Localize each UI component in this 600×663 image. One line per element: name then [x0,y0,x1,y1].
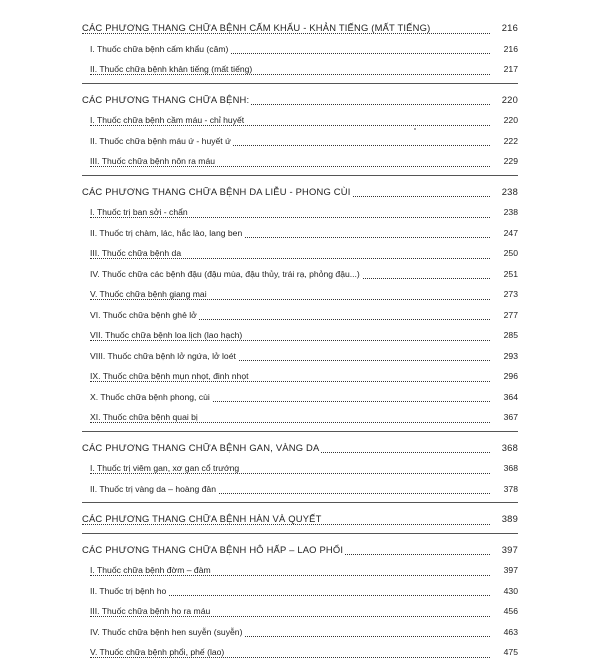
toc-page-number: 397 [502,560,518,581]
toc-page-number: 277 [502,305,518,326]
toc-page-number: 216 [500,18,518,39]
toc-page-number: 364 [502,387,518,408]
toc-entry-title: XI. Thuốc chữa bệnh quai bị [90,412,198,422]
toc-section-entry [82,18,518,39]
toc-subsection-entry [90,305,518,326]
toc-section-entry [82,438,518,459]
toc-section-entry [82,540,518,561]
table-of-contents [0,18,600,663]
toc-page-number: 220 [500,90,518,111]
toc-page-number: 222 [502,131,518,152]
toc-subsection-entry [90,243,518,264]
section-divider [82,83,518,84]
toc-page-number: 229 [502,151,518,172]
toc-entry-title: CÁC PHƯƠNG THANG CHỮA BỆNH GAN, VÀNG DA [82,441,320,453]
toc-subsection-entry [90,131,518,152]
toc-page-number: 247 [502,223,518,244]
toc-page-number: 238 [500,182,518,203]
toc-page-number: 367 [502,407,518,428]
toc-entry-title: I. Thuốc chữa bệnh đờm – đàm [90,565,211,575]
toc-entry-title: II. Thuốc trị bệnh ho [90,585,167,596]
toc-page-number: 378 [502,479,518,500]
toc-subsection-entry [90,223,518,244]
toc-entry-title: VI. Thuốc chữa bệnh ghẻ lở [90,309,197,320]
toc-entry-title: II. Thuốc trị vàng da – hoàng đản [90,483,216,494]
toc-subsection-entry [90,581,518,602]
toc-page-number: 216 [502,39,518,60]
toc-page-number: 475 [502,642,518,663]
toc-entry-title: III. Thuốc chữa bệnh da [90,248,182,258]
toc-page-number: 463 [502,622,518,643]
toc-subsection-entry [90,479,518,500]
toc-page-number: 368 [500,438,518,459]
toc-page-number: 217 [502,59,518,80]
toc-page-number: 389 [500,509,518,530]
toc-entry-title: I. Thuốc chữa bệnh cấm khẩu (câm) [90,43,229,54]
toc-page-number: 250 [502,243,518,264]
toc-subsection-entry [90,622,518,643]
section-divider [82,502,518,503]
toc-entry-title: CÁC PHƯƠNG THANG CHỮA BỆNH: [82,93,250,105]
toc-page-number: 368 [502,458,518,479]
toc-entry-title: IV. Thuốc chữa các bệnh đậu (đậu mùa, đậu thủy, trái rạ, phỏng đậu...) [90,268,360,279]
toc-page-number: 397 [500,540,518,561]
toc-entry-title: V. Thuốc chữa bệnh phổi, phế (lao) [90,647,225,657]
toc-entry-title: IV. Thuốc chữa bệnh hen suyễn (suyễn) [90,626,243,637]
print-speck [414,128,416,130]
toc-entry-title: VIII. Thuốc chữa bệnh lở ngứa, lở loét [90,350,236,361]
section-divider [82,431,518,432]
toc-subsection-entry [90,601,518,622]
toc-subsection-entry [90,202,518,223]
toc-entry-title: CÁC PHƯƠNG THANG CHỮA BỆNH CẤM KHẨU - KHẢN TIẾNG (MẤT TIẾNG) [82,22,431,33]
toc-subsection-entry [90,110,518,131]
toc-page-number: 251 [502,264,518,285]
toc-page-number: 220 [502,110,518,131]
toc-page-number: 430 [502,581,518,602]
toc-entry-title: I. Thuốc trị ban sởi - chẩn [90,207,188,217]
toc-entry-title: I. Thuốc chữa bệnh cầm máu - chỉ huyết [90,115,245,125]
toc-subsection-entry [90,151,518,172]
toc-subsection-entry [90,59,518,80]
toc-subsection-entry [90,366,518,387]
toc-entry-title: X. Thuốc chữa bệnh phong, cùi [90,391,210,402]
toc-subsection-entry [90,325,518,346]
toc-subsection-entry [90,39,518,60]
toc-entry-title: CÁC PHƯƠNG THANG CHỮA BỆNH HÀN VÀ QUYẾT [82,513,322,524]
toc-page-number: 238 [502,202,518,223]
toc-subsection-entry [90,264,518,285]
toc-section-entry [82,509,518,530]
toc-subsection-entry [90,407,518,428]
toc-subsection-entry [90,458,518,479]
toc-subsection-entry [90,387,518,408]
toc-entry-title: I. Thuốc trị viêm gan, xơ gan cổ trướng [90,463,240,473]
toc-section-entry [82,182,518,203]
toc-entry-title: III. Thuốc chữa bệnh nôn ra máu [90,156,216,166]
toc-entry-title: V. Thuốc chữa bệnh giang mai [90,289,207,299]
toc-entry-title: III. Thuốc chữa bệnh ho ra máu [90,606,211,616]
toc-page-number: 456 [502,601,518,622]
toc-subsection-entry [90,560,518,581]
toc-page-number: 273 [502,284,518,305]
toc-subsection-entry [90,642,518,663]
toc-section-entry [82,90,518,111]
toc-subsection-entry [90,284,518,305]
toc-entry-title: CÁC PHƯƠNG THANG CHỮA BỆNH HÔ HẤP – LAO PHỔI [82,543,344,555]
toc-entry-title: II. Thuốc chữa bệnh khản tiếng (mất tiếng) [90,64,253,74]
section-divider [82,533,518,534]
toc-subsection-entry [90,346,518,367]
toc-entry-title: II. Thuốc trị chàm, lác, hắc lào, lang ben [90,227,243,238]
toc-page-number: 296 [502,366,518,387]
toc-page-number: 285 [502,325,518,346]
section-divider [82,175,518,176]
toc-entry-title: CÁC PHƯƠNG THANG CHỮA BỆNH DA LIỄU - PHONG CÙI [82,185,351,197]
toc-entry-title: IX. Thuốc chữa bệnh mụn nhọt, đinh nhọt [90,371,249,381]
toc-page-number: 293 [502,346,518,367]
toc-entry-title: VII. Thuốc chữa bệnh loa lịch (lao hạch) [90,330,243,340]
toc-entry-title: II. Thuốc chữa bệnh máu ứ - huyết ứ [90,135,231,146]
